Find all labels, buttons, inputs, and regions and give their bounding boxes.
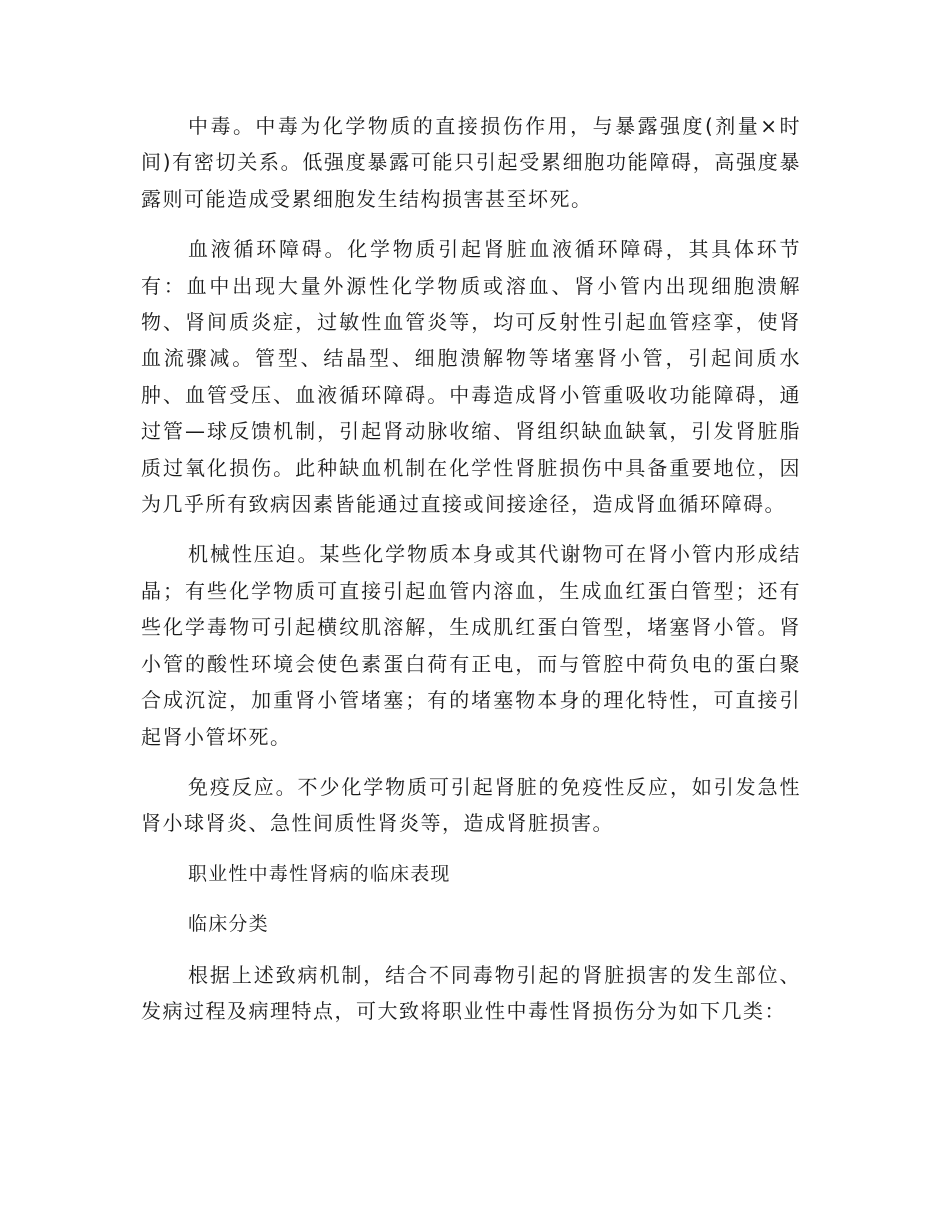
- document-body: [141, 108, 801, 1043]
- paragraph-circulation-disorder: 血液循环障碍。化学物质引起肾脏血液循环障碍，其具体环节有：血中出现大量外源性化学物质或溶血、肾小管内出现细胞溃解物、肾间质炎症，过敏性血管炎等，均可反射性引起血管痉挛，使肾血流骤减。管型、结晶型、细胞溃解物等堵塞肾小管，引起间质水肿、血管受压、血液循环障碍。中毒造成肾小管重吸收功能障碍，通过管—球反馈机制，引起肾动脉收缩、肾组织缺血缺氧，引发肾脏脂质过氧化损伤。此种缺血机制在化学性肾脏损伤中具备重要地位，因为几乎所有致病因素皆能通过直接或间接途径，造成肾血循环障碍。: [141, 237, 801, 517]
- paragraph-immune-reaction: 免疫反应。不少化学物质可引起肾脏的免疫性反应，如引发急性肾小球肾炎、急性间质性肾炎等，造成肾脏损害。: [141, 774, 801, 836]
- paragraph-classification-intro: 根据上述致病机制，结合不同毒物引起的肾脏损害的发生部位、发病过程及病理特点，可大致将职业性中毒性肾损伤分为如下几类：: [141, 962, 801, 1023]
- section-heading-clinical-classification: 临床分类: [188, 913, 269, 936]
- section-heading-clinical-manifestations: 职业性中毒性肾病的临床表现: [188, 862, 451, 885]
- paragraph-poisoning: 中毒。中毒为化学物质的直接损伤作用，与暴露强度(剂量×时间)有密切关系。低强度暴露可能只引起受累细胞功能障碍，高强度暴露则可能造成受累细胞发生结构损害甚至坏死。: [141, 114, 801, 211]
- paragraph-mechanical-compression: 机械性压迫。某些化学物质本身或其代谢物可在肾小管内形成结晶；有些化学物质可直接引起血管内溶血，生成血红蛋白管型；还有些化学毒物可引起横纹肌溶解，生成肌红蛋白管型，堵塞肾小管。肾小管的酸性环境会使色素蛋白荷有正电，而与管腔中荷负电的蛋白聚合成沉淀，加重肾小管堵塞；有的堵塞物本身的理化特性，可直接引起肾小管坏死。: [141, 542, 801, 749]
